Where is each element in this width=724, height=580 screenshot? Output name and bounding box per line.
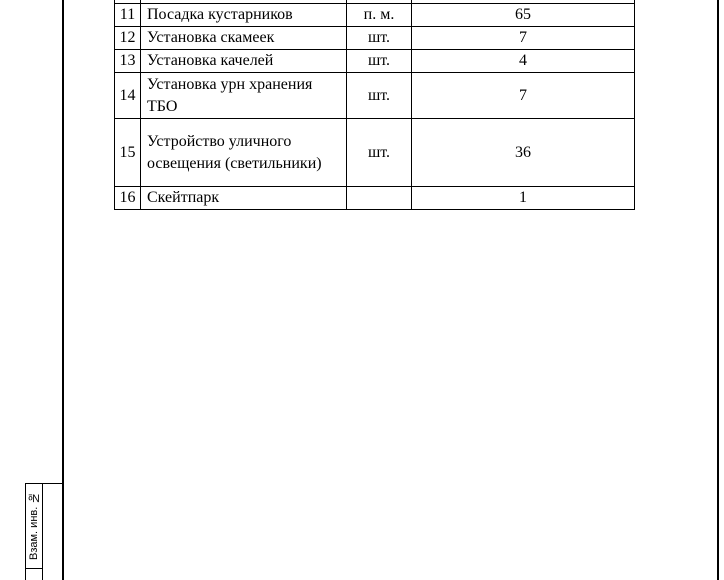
- row-quantity: 36: [412, 119, 635, 187]
- side-stamp-label: Взам. инв. №: [28, 491, 40, 561]
- table-row: [115, 27, 635, 50]
- row-unit: п. м.: [347, 4, 412, 27]
- row-number: 14: [115, 73, 141, 119]
- table-row: [115, 187, 635, 210]
- row-name: Установка качелей: [141, 50, 347, 73]
- works-table: [114, 0, 635, 210]
- row-name: Скейтпарк: [141, 187, 347, 210]
- side-stamp-divider: [42, 483, 43, 580]
- table-row: [115, 119, 635, 187]
- row-quantity: 7: [412, 27, 635, 50]
- row-quantity: 4: [412, 50, 635, 73]
- frame-border-right: [717, 0, 719, 580]
- row-name: Установка урн хранения ТБО: [141, 73, 347, 119]
- row-unit: шт.: [347, 27, 412, 50]
- row-name: Установка скамеек: [141, 27, 347, 50]
- row-number: 11: [115, 4, 141, 27]
- row-number: 12: [115, 27, 141, 50]
- row-unit: шт.: [347, 73, 412, 119]
- table-row: [115, 50, 635, 73]
- table-row: [115, 73, 635, 119]
- row-unit: шт.: [347, 50, 412, 73]
- side-stamp-row-line: [25, 568, 42, 569]
- row-quantity: 1: [412, 187, 635, 210]
- row-number: 15: [115, 119, 141, 187]
- row-quantity: 65: [412, 4, 635, 27]
- frame-border-left: [62, 0, 64, 580]
- row-quantity: 7: [412, 73, 635, 119]
- row-number: 16: [115, 187, 141, 210]
- row-unit: шт.: [347, 119, 412, 187]
- row-name: Посадка кустарников: [141, 4, 347, 27]
- row-name: Устройство уличного освещения (светильники): [141, 119, 347, 187]
- table-row: [115, 4, 635, 27]
- row-number: 13: [115, 50, 141, 73]
- row-unit: [347, 187, 412, 210]
